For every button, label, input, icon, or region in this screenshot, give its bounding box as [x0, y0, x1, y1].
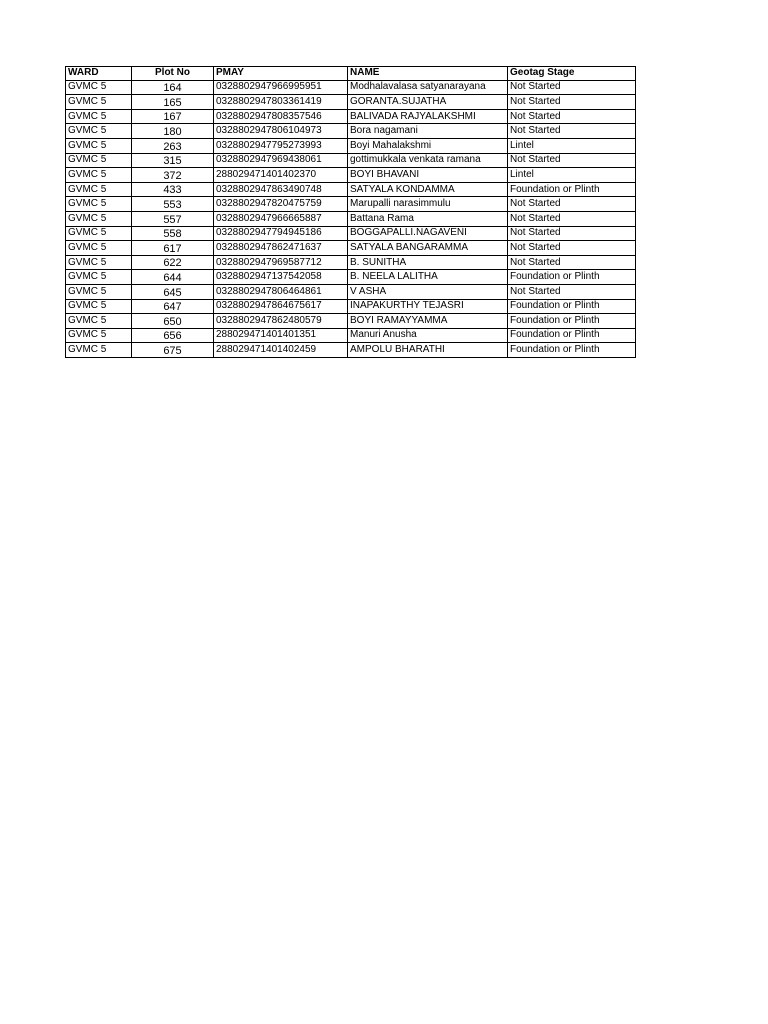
plot-no-cell: 644 — [132, 270, 214, 285]
geotag-stage-cell: Not Started — [508, 109, 636, 124]
pmay-cell: 0328802947794945186 — [214, 226, 348, 241]
ward-cell: GVMC 5 — [66, 138, 132, 153]
pmay-cell: 288029471401402370 — [214, 168, 348, 183]
ward-cell: GVMC 5 — [66, 211, 132, 226]
geotag-stage-cell: Foundation or Plinth — [508, 299, 636, 314]
pmay-cell: 0328802947969587712 — [214, 255, 348, 270]
header-pmay: PMAY — [214, 67, 348, 81]
pmay-cell: 0328802947864675617 — [214, 299, 348, 314]
geotag-stage-cell: Foundation or Plinth — [508, 328, 636, 343]
plot-no-cell: 433 — [132, 182, 214, 197]
table-row — [66, 109, 636, 124]
name-cell: INAPAKURTHY TEJASRI — [348, 299, 508, 314]
geotag-stage-cell: Foundation or Plinth — [508, 343, 636, 358]
plot-no-cell: 553 — [132, 197, 214, 212]
ward-cell: GVMC 5 — [66, 270, 132, 285]
geotag-stage-cell: Lintel — [508, 168, 636, 183]
table-row — [66, 95, 636, 110]
geotag-stage-cell: Not Started — [508, 197, 636, 212]
ward-cell: GVMC 5 — [66, 95, 132, 110]
header-plot-no: Plot No — [132, 67, 214, 81]
geotag-stage-cell: Not Started — [508, 241, 636, 256]
name-cell: BOYI RAMAYYAMMA — [348, 314, 508, 329]
table-row — [66, 168, 636, 183]
name-cell: GORANTA.SUJATHA — [348, 95, 508, 110]
table-row — [66, 284, 636, 299]
name-cell: V ASHA — [348, 284, 508, 299]
name-cell: Manuri Anusha — [348, 328, 508, 343]
geotag-stage-cell: Not Started — [508, 95, 636, 110]
ward-cell: GVMC 5 — [66, 80, 132, 95]
pmay-cell: 0328802947803361419 — [214, 95, 348, 110]
ward-cell: GVMC 5 — [66, 124, 132, 139]
table-row — [66, 328, 636, 343]
ward-cell: GVMC 5 — [66, 255, 132, 270]
geotag-stage-cell: Not Started — [508, 153, 636, 168]
table-body — [66, 80, 636, 357]
name-cell: B. SUNITHA — [348, 255, 508, 270]
pmay-cell: 0328802947808357546 — [214, 109, 348, 124]
geotag-stage-cell: Not Started — [508, 226, 636, 241]
plot-no-cell: 165 — [132, 95, 214, 110]
geotag-stage-cell: Foundation or Plinth — [508, 270, 636, 285]
table-row — [66, 80, 636, 95]
table-row — [66, 255, 636, 270]
table-row — [66, 314, 636, 329]
table-row — [66, 343, 636, 358]
plot-no-cell: 164 — [132, 80, 214, 95]
geotag-stage-cell: Not Started — [508, 80, 636, 95]
name-cell: AMPOLU BHARATHI — [348, 343, 508, 358]
plot-no-cell: 622 — [132, 255, 214, 270]
geotag-stage-cell: Lintel — [508, 138, 636, 153]
plot-no-cell: 557 — [132, 211, 214, 226]
header-ward: WARD — [66, 67, 132, 81]
pmay-cell: 288029471401402459 — [214, 343, 348, 358]
table-row — [66, 299, 636, 314]
table-row — [66, 241, 636, 256]
ward-cell: GVMC 5 — [66, 182, 132, 197]
pmay-cell: 0328802947966995951 — [214, 80, 348, 95]
pmay-cell: 0328802947795273993 — [214, 138, 348, 153]
geotag-stage-cell: Not Started — [508, 255, 636, 270]
ward-cell: GVMC 5 — [66, 168, 132, 183]
ward-cell: GVMC 5 — [66, 153, 132, 168]
table-row — [66, 197, 636, 212]
name-cell: SATYALA BANGARAMMA — [348, 241, 508, 256]
plot-no-cell: 647 — [132, 299, 214, 314]
geotag-stage-cell: Not Started — [508, 284, 636, 299]
ward-cell: GVMC 5 — [66, 109, 132, 124]
ward-cell: GVMC 5 — [66, 314, 132, 329]
ward-cell: GVMC 5 — [66, 299, 132, 314]
table-row — [66, 270, 636, 285]
ward-cell: GVMC 5 — [66, 226, 132, 241]
plot-no-cell: 645 — [132, 284, 214, 299]
pmay-cell: 0328802947862480579 — [214, 314, 348, 329]
table-row — [66, 153, 636, 168]
geotag-stage-cell: Foundation or Plinth — [508, 314, 636, 329]
plot-no-cell: 372 — [132, 168, 214, 183]
header-name: NAME — [348, 67, 508, 81]
table-row — [66, 182, 636, 197]
table-row — [66, 124, 636, 139]
name-cell: Marupalli narasimmulu — [348, 197, 508, 212]
plot-no-cell: 263 — [132, 138, 214, 153]
name-cell: BOGGAPALLI.NAGAVENI — [348, 226, 508, 241]
geotag-stage-cell: Not Started — [508, 211, 636, 226]
pmay-cell: 0328802947820475759 — [214, 197, 348, 212]
pmay-cell: 0328802947863490748 — [214, 182, 348, 197]
name-cell: BOYI BHAVANI — [348, 168, 508, 183]
geotag-stage-cell: Foundation or Plinth — [508, 182, 636, 197]
name-cell: gottimukkala venkata ramana — [348, 153, 508, 168]
name-cell: Modhalavalasa satyanarayana — [348, 80, 508, 95]
ward-cell: GVMC 5 — [66, 328, 132, 343]
table-row — [66, 138, 636, 153]
pmay-cell: 0328802947969438061 — [214, 153, 348, 168]
header-row — [66, 67, 636, 81]
pmay-cell: 288029471401401351 — [214, 328, 348, 343]
pmay-cell: 0328802947806104973 — [214, 124, 348, 139]
geotag-stage-cell: Not Started — [508, 124, 636, 139]
pmay-cell: 0328802947862471637 — [214, 241, 348, 256]
plot-no-cell: 315 — [132, 153, 214, 168]
ward-cell: GVMC 5 — [66, 241, 132, 256]
ward-cell: GVMC 5 — [66, 284, 132, 299]
name-cell: Bora nagamani — [348, 124, 508, 139]
plot-no-cell: 558 — [132, 226, 214, 241]
name-cell: B. NEELA LALITHA — [348, 270, 508, 285]
ward-cell: GVMC 5 — [66, 197, 132, 212]
table-row — [66, 211, 636, 226]
table-row — [66, 226, 636, 241]
plot-no-cell: 656 — [132, 328, 214, 343]
name-cell: BALIVADA RAJYALAKSHMI — [348, 109, 508, 124]
plot-no-cell: 617 — [132, 241, 214, 256]
pmay-cell: 0328802947806464861 — [214, 284, 348, 299]
header-geotag-stage: Geotag Stage — [508, 67, 636, 81]
pmay-cell: 0328802947966665887 — [214, 211, 348, 226]
name-cell: SATYALA KONDAMMA — [348, 182, 508, 197]
pmay-cell: 0328802947137542058 — [214, 270, 348, 285]
name-cell: Boyi Mahalakshmi — [348, 138, 508, 153]
beneficiary-table — [65, 66, 636, 358]
ward-cell: GVMC 5 — [66, 343, 132, 358]
plot-no-cell: 650 — [132, 314, 214, 329]
spreadsheet-page — [65, 66, 636, 358]
plot-no-cell: 167 — [132, 109, 214, 124]
name-cell: Battana Rama — [348, 211, 508, 226]
plot-no-cell: 675 — [132, 343, 214, 358]
plot-no-cell: 180 — [132, 124, 214, 139]
